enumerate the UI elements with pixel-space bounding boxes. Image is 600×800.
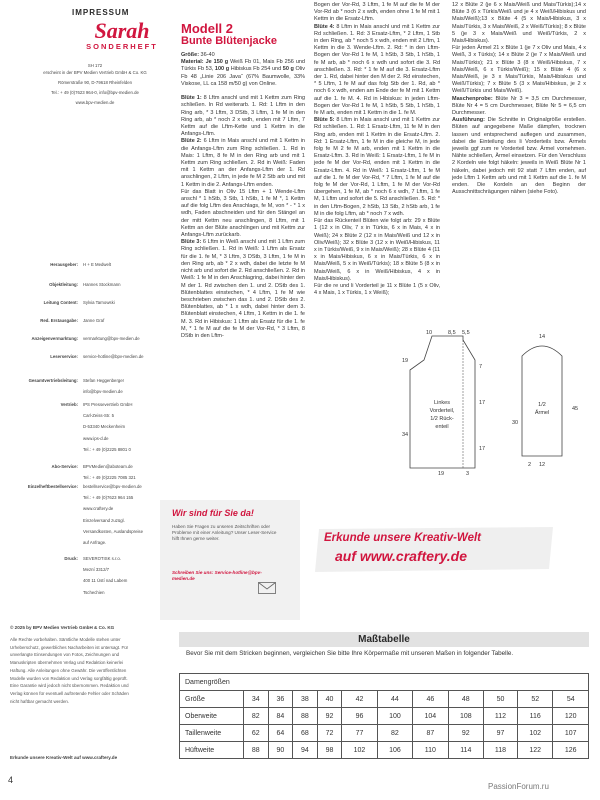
row-label: Hüftweite <box>180 742 244 759</box>
table-cell: 112 <box>484 708 518 725</box>
table-cell: 72 <box>317 725 342 742</box>
impressum-value <box>83 402 203 458</box>
table-cell: 114 <box>448 742 483 759</box>
table-row <box>180 742 589 759</box>
impressum-key: Red. Erstausgabe: <box>40 318 78 323</box>
size-table <box>179 673 589 759</box>
legal-line: Manuskripten übernehmen Verlag und Redaktion keinerlei <box>10 660 124 666</box>
impressum-value-line: D-53340 Meckenheim <box>83 424 126 430</box>
table-cell: 92 <box>317 708 342 725</box>
impressum-value-line: www.ips-d.de <box>83 435 109 441</box>
table-cell: 126 <box>553 742 589 759</box>
intro-line: Römerstraße 90, D-79618 Rheinfelden <box>57 80 133 85</box>
impressum-value-line: www.craftery.de <box>83 506 114 512</box>
watermark: PassionForum.ru <box>488 782 549 791</box>
size-table-intro: Bevor Sie mit dem Stricken beginnen, vergleichen Sie bitte Ihre Körpermaße mit unseren Maßen in folgender Tabelle. <box>186 650 514 657</box>
legal-text <box>10 636 160 705</box>
impressum-value-line: Carl-Zeiss-Str. 5 <box>83 413 115 419</box>
impressum-value-line: Tel.: + 49 (0)2225 8801 0 <box>83 446 131 452</box>
front-label-line: Vorderteil, <box>429 408 455 414</box>
impressum-value-line: H + E Medwelt <box>83 262 112 267</box>
impressum-value-line: Janne Graf <box>83 318 105 323</box>
page-number: 4 <box>8 775 14 785</box>
impressum-value-line: Versandkosten, Auslandspreise <box>83 528 143 534</box>
impressum-value-line: info@bpv-medien.de <box>83 389 123 395</box>
table-cell: 87 <box>413 725 448 742</box>
table-cell: 38 <box>293 691 318 708</box>
table-cell: 122 <box>518 742 553 759</box>
craftery-link-line[interactable]: Erkunde unsere Kreativ-Welt auf www.craftery.de <box>10 755 118 760</box>
size-table-title: Maßtabelle <box>179 632 589 647</box>
table-cell: 100 <box>377 708 412 725</box>
copyright: © 2025 by BPV Medien Vertrieb GmbH & Co. KG <box>10 625 115 630</box>
impressum-value-line: vermarktung@bpv-medien.de <box>83 336 140 341</box>
table-row <box>180 725 589 742</box>
legal-line: Eine Garantie wird jedoch nicht übernommen. Redaktion und <box>10 683 129 689</box>
help-box <box>160 500 300 620</box>
dim-label: 17 <box>479 446 486 452</box>
table-cell: 108 <box>448 708 483 725</box>
table-cell: 97 <box>484 725 518 742</box>
table-cell: 94 <box>293 742 318 759</box>
table-cell: 34 <box>244 691 269 708</box>
help-box-text: Haben Sie Fragen zu unseren Zeitschriften oder Probleme mit einer Anleitung? Unser Leser-Service hilft Ihnen gerne weiter. <box>172 524 277 542</box>
impressum-value <box>83 354 203 365</box>
table-cell: 90 <box>268 742 293 759</box>
sarah-logo <box>72 20 172 51</box>
intro-line: www.bpv-medien.de <box>75 100 115 105</box>
impressum-row <box>8 378 218 400</box>
table-cell: 40 <box>317 691 342 708</box>
row-label: Größe <box>180 691 244 708</box>
sleeve-label-line: 1/2 <box>538 402 546 408</box>
dim-label: 17 <box>479 400 486 406</box>
impressum-value-line: auf Anfrage. <box>83 540 107 546</box>
table-cell: 46 <box>413 691 448 708</box>
impressum-key: Vertrieb: <box>60 402 78 407</box>
legal-line: Urheberschutz, gewerbliches Nacharbeiten ist untersagt. Für <box>10 644 129 650</box>
help-box-hotline[interactable]: Schreiben Sie uns: Service-hotline@bpv-medien.de <box>172 570 262 581</box>
impressum-value-line: Einzelversand zuzügl. <box>83 517 125 523</box>
impressum-row <box>8 402 218 458</box>
front-label-line: 1/2 Rück- <box>430 416 454 422</box>
dim-label: 14 <box>538 334 546 340</box>
dim-label: 3 <box>466 471 470 476</box>
instructions-column-3: 12 x Blüte 2 (je 6 x Mais/Weiß und Mais/Türkis);14 x Blüte 3 (6 x Türkis/Weiß und je 4 x Weiß/Hibiskus und Mais/Weiß);13 x Blüte 4 (5 x Mais/Hibiskus, 3 x Mais/Türkis, 3 x Mais/Weiß, 2 x Weiß/Türkis); 8 x Blüte 5 (je 3 x Mais/Weiß und Weiß/Türkis, 2 x Mais/Hibiskus). Für jeden Ärmel 21 x Blüte 1 (je 7 x Oliv und Mais, 4 x Weiß, 3 x Türkis); 14 x Blüte 2 (je 7 x Mais/Weiß und Mais/Türkis); 21 x Blüte 3 (8 x Weiß/Hibiskus, 7 x Mais/Weiß, 6 x Türkis/Weiß); 15 x Blüte 4 (6 x Mais/Weiß, je 3 x Mais/Türkis, Mais/Hibiskus und Weiß/Türkis); 7 x Blüte 5 (3 x Mais/Hibiskus, je 2 x Weiß/Türkis und Mais/Weiß). Maschenprobe: Blüte Nr 3 = 3,5 cm Durchmesser, Blüte Nr 4 = 5 cm Durchmesser, Blüte Nr 5 = 6,5 cm Durchmesser. Ausführung: Die Schnitte in Originalgröße erstellen. Blüten auf angegebene Maße dämpfen, trocknen lassen und entsprechend auflegen und zusammen, dabei die Einteilung des li Vorderteils bzw. Ärmels jeweils ggf zum re Vorderteil bzw. Ärmel vornehmen. Nähte schließen, Ärmel einsetzen. Für den Verschluss 2 Kordeln wie folgt häkeln: jeweils in Weiß Blüte Nr 1 häkeln, dabei jedoch mit 92 statt 7 Lftm enden, auf jede Lftm 1 Kettm arb und mit 1 Kettm auf die 1. fe M enden. Die Kordeln an den Beginn der Ausschnittschrägungen nähen (siehe Foto). <box>452 2 586 196</box>
impressum-value-line: 400 11 Ústí nad Labem <box>83 578 128 584</box>
impressum-value-line: SEVEROTISK s.r.o. <box>83 556 121 561</box>
impressum-value-line: bestellservice@bpv-medien.de <box>83 484 142 489</box>
table-cell: 96 <box>342 708 377 725</box>
table-cell: 54 <box>553 691 589 708</box>
table-cell: 88 <box>293 708 318 725</box>
legal-line: Modelle wurden von Redaktion und Verlag sorgfältig geprüft. <box>10 675 128 681</box>
legal-line: Verlag können für eventuell auftretende Fehler oder Schäden <box>10 690 129 696</box>
impressum-title: IMPRESSUM <box>72 8 130 17</box>
dim-label: 2 <box>528 462 532 468</box>
table-cell: 104 <box>413 708 448 725</box>
impressum-value-line: Mezní 3312/7 <box>83 567 110 573</box>
table-cell: 52 <box>518 691 553 708</box>
table-cell: 82 <box>244 708 269 725</box>
impressum-value-line: Tel.: + 49 (0)7623 964 155 <box>83 495 134 501</box>
intro-line: Tel.: + 49 (0)7623 964-0, info@bpv-medien.de <box>51 90 139 95</box>
impressum-key: Anzeigenvermarktung: <box>31 336 78 341</box>
help-box-title: Wir sind für Sie da! <box>172 508 254 518</box>
impressum-value-line: Tschechien <box>83 589 105 595</box>
impressum-key: Druck: <box>64 556 78 561</box>
legal-line: unverlangte Einsendungen von Fotos, Zeichnungen und <box>10 652 120 658</box>
dim-label: 45 <box>572 406 579 412</box>
table-cell: 116 <box>518 708 553 725</box>
row-label: Oberweite <box>180 708 244 725</box>
table-cell: 64 <box>268 725 293 742</box>
table-cell: 82 <box>377 725 412 742</box>
dim-label: 7 <box>479 364 483 370</box>
table-group-row <box>180 674 589 691</box>
row-label: Taillenweite <box>180 725 244 742</box>
impressum-row <box>8 354 218 365</box>
legal-line: Haftung. Alle Anleitungen ohne Gewähr. Die veröffentlichten <box>10 667 127 673</box>
table-cell: 106 <box>377 742 412 759</box>
sleeve-outline <box>522 346 562 456</box>
logo-sub-text: SONDERHEFT <box>86 42 158 51</box>
impressum-value-line: Hannes Stockmann <box>83 282 121 287</box>
impressum-key: Leitung Content: <box>43 300 78 305</box>
impressum-value-line: IPS Pressevertrieb GmbH <box>83 402 133 407</box>
dim-label: 12 <box>538 462 546 468</box>
dim-label: 19 <box>438 471 445 476</box>
model-number: Modell 2 <box>181 21 234 36</box>
table-cell: 92 <box>448 725 483 742</box>
sleeve-label <box>535 402 549 416</box>
table-cell: 84 <box>268 708 293 725</box>
banner-line-1: Erkunde unsere Kreativ-Welt <box>324 532 482 544</box>
impressum-value-line: Sylvia Tarnowski <box>83 300 115 305</box>
dim-label: 5,5 <box>462 330 470 336</box>
impressum-key: Herausgeber: <box>50 262 78 267</box>
dim-label: 34 <box>402 432 409 438</box>
mail-icon <box>258 582 276 594</box>
dim-label: 30 <box>512 420 519 426</box>
impressum-value-line: service-hotline@bpv-medien.de <box>83 354 144 359</box>
impressum-value-line: Stefan Heggenberger <box>83 378 125 383</box>
legal-line: nicht haftbar gemacht werden. <box>10 698 70 704</box>
table-cell: 118 <box>484 742 518 759</box>
table-cell: 44 <box>377 691 412 708</box>
impressum-value-line: Tel.: + 49 (0)2225 7085 321 <box>83 475 136 481</box>
table-group-label: Damengrößen <box>180 674 589 691</box>
table-cell: 42 <box>342 691 377 708</box>
impressum-key: Einzelheftbestellservice: <box>27 484 78 489</box>
legal-line: Alle Rechte vorbehalten. Sämtliche Modelle stehen unter <box>10 637 121 642</box>
dim-label: 19 <box>402 358 409 364</box>
logo-main-text: Sarah <box>94 18 150 43</box>
table-row <box>180 691 589 708</box>
intro-line: erscheint in der BPV Medien Vertrieb GmbH & Co. KG <box>43 70 147 75</box>
table-cell: 110 <box>413 742 448 759</box>
dim-label: 10 <box>426 330 433 336</box>
front-piece-label <box>430 400 455 430</box>
impressum-value <box>83 378 203 400</box>
table-cell: 102 <box>518 725 553 742</box>
table-row <box>180 708 589 725</box>
table-cell: 107 <box>553 725 589 742</box>
table-cell: 102 <box>342 742 377 759</box>
table-cell: 48 <box>448 691 483 708</box>
intro-line: SH 172 <box>87 63 103 68</box>
model-title: Bunte Blütenjacke <box>181 35 277 47</box>
impressum-intro <box>20 62 170 106</box>
dim-label: 8,5 <box>448 330 456 336</box>
table-cell: 62 <box>244 725 269 742</box>
impressum-key: Objektleitung: <box>49 282 78 287</box>
instructions-column-1: Größe: 36-40 Material: Je 150 g Weiß Fb 01, Mais Fb 256 und Türkis Fb 53, 100 g Hibiskus Fb 254 und 50 g Oliv Fb 48 „Linie 206 Java“ (67% Baumwolle, 33% Viskose, LL ca 158 m/50 g) von Online. Blüte 1: 8 Lftm anschl und mit 1 Kettm zum Ring schließen. In Rd weiterarb. 1. Rd: 1 Lftm in den Ring arb, * 3 Lftm, 3 DStb, 3 Lftm, 1 fe M in den Ring arb, ab * noch 2 x wdh, enden mit 7 Lftm, 7 Kettm auf die Lftm-Kette und 1 Kettm in die Anfangs-Lftm. Blüte 2: 6 Lftm in Mais anschl und mit 1 Kettm in die Anfangs-Lftm zum Ring schließen. 1. Rd in Mais: 1 Lftm, 8 fe M in den Ring arb und mit 1 Kettm zum Ring schließen. 2. Rd in Weiß: Faden mit 1 Kettm an der Anfangs-Lftm der 1. Rd anschlingen, 2 Lftm, in jede fe M 2 Stb arb und mit 1 Kettm in die 2. Anfangs-Lftm enden. Für das Blatt in Oliv 15 Lftm + 1 Wende-Lftm anschl * 1 hStb, 3 Stb, 1 hStb, 1 fe M *, 1 Kettm auf die folg Lftm des Anschlags, fe M, von * - * 1 x wdh, Faden abschneiden und für den Stängel an der mitt Kettm neu anschlingen, 8 Lftm, mit 1 Kettm an der Blüte anschlingen und mit Kettm zur Anfangs-Lftm zurückarb. Blüte 3: 6 Lftm in Weiß anschl und mit 1 Lftm zum Ring schließen. 1. Rd in Weiß: 1 Lftm als Ersatz für die 1. fe M, * 3 Lftm, 3 DStb, 3 Lftm, 1 fe M in den Ring arb, ab * 2 x wdh, dabei die letzte fe M nicht arb und sofort die 2. Rd anschließen. 2. Rd in Weiß: 1 fe M in den Anschlagring, dabei hinter den M der 1. Rd zwischen den 1. und 2. DStb des 1. Blütenblattes einstechen, * 4 Lftm, 1 fe M wie beschrieben zwischen das 1. und 2. DStb des 2. Blütenblattes, ab * 1 x wdh, dabei hinter dem 3. Blütenblatt einstechen, 4 Lftm, 1 Kettm in die 1. fe M. 3. Rd in Hibiskus: 1 Lftm als Ersatz für die 1. fe M, * 1 fe M auf die fe M der Vor-Rd, * 3 Lftm, 8 DStb in den Lftm- <box>181 52 305 339</box>
impressum-key: Abo-Service: <box>51 464 78 469</box>
table-cell: 98 <box>317 742 342 759</box>
table-cell: 36 <box>268 691 293 708</box>
sleeve-label-line: Ärmel <box>534 410 550 416</box>
table-cell: 50 <box>484 691 518 708</box>
front-label-line: enteil <box>435 424 449 430</box>
banner-line-2[interactable]: auf www.craftery.de <box>335 548 468 564</box>
table-cell: 120 <box>553 708 589 725</box>
instructions-column-2: Bogen der Vor-Rd, 3 Lftm, 1 fe M auf die fe M der Vor-Rd ab * noch 2 x wdh, enden ohne 1 fe M mit 1 Kettm in die Ersatz-Lftm. Blüte 4: 8 Lftm in Mais anschl und mit 1 Kettm zur Rd schließen. 1. Rd: 3 Ersatz-Lftm, * 2 Lftm, 1 Stb in den Ring, ab * noch 5 x wdh, enden mit 2 Lftm, 1 Kettm in die 3. Wende-Lftm. 2. Rd: * in den Lftm-Bogen der Vor-Rd 1 fe M, 1 hStb, 3 Stb, 1 hStb, 1 fe M arb, ab * noch 6 x wdh und sofort die 3. Rd anschließen. 3. Rd: * 1 fe M auf die 3. Ersatz-Lftm der 1. Rd, dabei hinter den M der 2. Rd einstechen, * 5 Lftm, 1 fe M auf das folg Stb der 1. Rd, ab * noch 6 x wdh, enden am Ende der fe M mit 1 Kettm auf die 1. fe M. 4. Rd in Hibiskus: in jeden Lftm-Bogen der Vor-Rd 1 fe M, 1 hStb, 5 Stb, 1 hStb, 1 fe M arb, enden mit 1 Kettm in die 1. fe M. Blüte 5: 8 Lftm in Mais anschl und mit 1 Kettm zur Rd schließen. 1. Rd: 1 Ersatz-Lftm, 11 fe M in den Ring arb, enden mit 1 Kettm in die Ersatz-Lftm. 2. Rd: 1 Ersatz-Lftm, 1 fe M in die gleiche M, in jede folg fe M 2 fe M arb, enden mit 1 Kettm in die Ersatz-Lftm. 3. Rd in Weiß: 1 Ersatz-Lftm, 1 fe M in jede fe M der Vor-Rd, enden mit 1 Kettm in die Ersatz-Lftm. 4. Rd in Weiß: 1 Ersatz-Lftm, 1 fe M auf die 1. fe M der Vor-Rd, * 7 Lftm, 1 fe M auf die folg fe M der Vor-Rd, 1 Lftm, 1 fe M der Vor-Rd übergehen, 1 fe M, ab * noch 6 x wdh, 7 Lftm, 1 fe M, 1 Lftm und sofort die 5. Rd anschließen. 5. Rd: * in den Lftm-Bogen, 2 hStb, 13 Stb, 2 hStb arb, 1 fe M in die folg Lftm, ab * noch 7 x wdh. Für das Rückenteil Blüten wie folgt arb: 29 x Blüte 1 (12 x in Oliv, 7 x in Türkis, 6 x in Mais, 4 x in Weiß); 24 x Blüte 2 (12 x in Mais/Weiß und 12 x in Oliv/Weiß); 32 x Blüte 3 (12 x in Weiß/Hibiskus, 11 x in Türkis/Weiß, 9 x in Mais/Weiß); 28 x Blüte 4 (11 x in Mais/Hibiskus, 6 x in Mais/Türkis, 6 x in Mais/Weiß, 5 x in Weiß/Türkis); 18 x Blüte 5 (8 x in Mais/Weiß, 6 x in Weiß/Hibiskus, 4 x in Mais/Hibiskus). Für die re und li Vorderteil je 11 x Blüte 1 (5 x Oliv, 4 x Mais, 1 x Türkis, 1 x Weiß); <box>314 2 440 297</box>
table-cell: 77 <box>342 725 377 742</box>
impressum-key: Leserservice: <box>50 354 78 359</box>
pattern-schematic <box>382 326 592 476</box>
impressum-value-line: BPVMedien@aboteam.de <box>83 464 133 469</box>
table-cell: 68 <box>293 725 318 742</box>
front-label-line: Linkes <box>434 400 450 406</box>
table-cell: 88 <box>244 742 269 759</box>
impressum-key: Gesamtvertriebsleitung: <box>28 378 78 383</box>
